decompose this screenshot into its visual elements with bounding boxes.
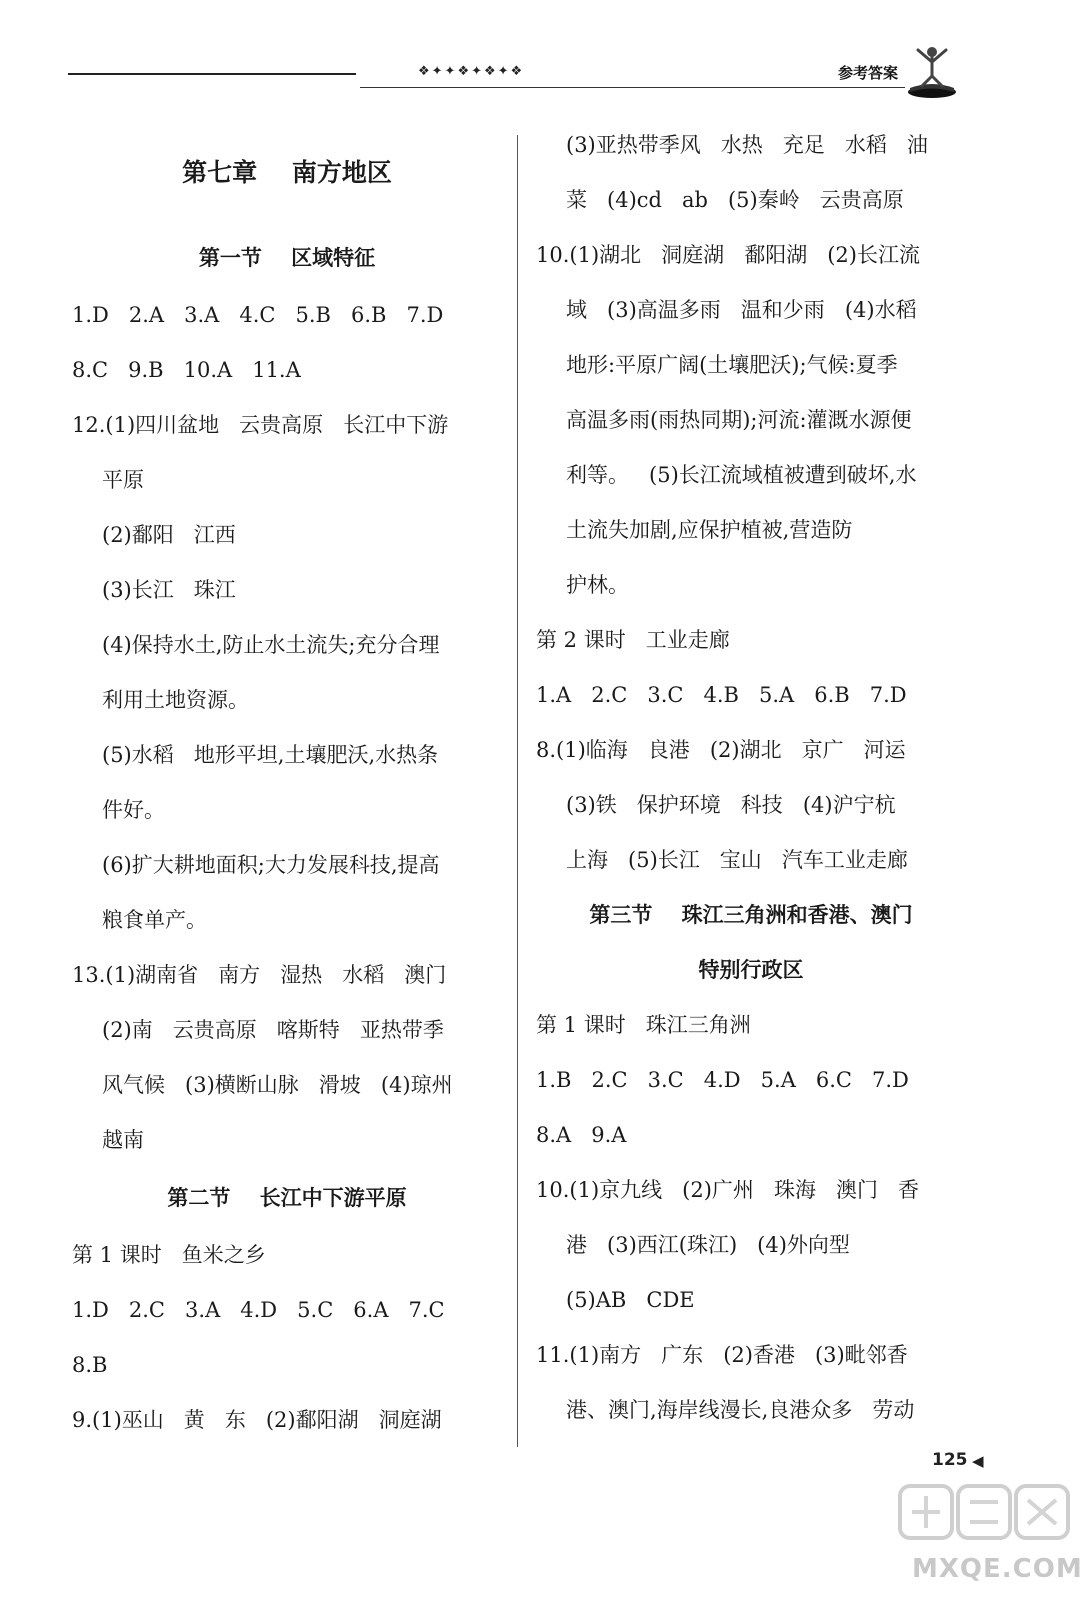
answer-line: 第 1 课时 鱼米之乡 bbox=[72, 1243, 266, 1267]
page-header bbox=[0, 0, 1087, 110]
answer-line: 港 (3)西江(珠江) (4)外向型 bbox=[566, 1233, 850, 1257]
watermark-text: MXQE.COM bbox=[912, 1554, 1083, 1584]
answer-line: 利等。 (5)长江流域植被遭到破坏,水 bbox=[566, 463, 917, 487]
page-number: 125 bbox=[932, 1450, 968, 1470]
answer-line: 8.A 9.A bbox=[536, 1123, 627, 1147]
answer-line: 地形:平原广阔(土壤肥沃);气候:夏季 bbox=[566, 353, 898, 377]
section-heading: 第二节 长江中下游平原 bbox=[167, 1186, 407, 1210]
answer-line: 利用土地资源。 bbox=[102, 688, 249, 712]
header-title: 参考答案 bbox=[838, 64, 899, 82]
answer-line: 1.B 2.C 3.C 4.D 5.A 6.C 7.D bbox=[536, 1068, 909, 1092]
section-heading: 特别行政区 bbox=[698, 958, 804, 982]
answer-line: (3)铁 保护环境 科技 (4)沪宁杭 bbox=[566, 793, 896, 817]
answer-line: 越南 bbox=[102, 1128, 144, 1152]
answer-line: 8.C 9.B 10.A 11.A bbox=[72, 358, 301, 382]
header-rule-right bbox=[360, 87, 905, 88]
answer-line: 13.(1)湖南省 南方 湿热 水稻 澳门 bbox=[72, 963, 447, 987]
answer-line: 护林。 bbox=[566, 573, 629, 597]
answer-line: 第 2 课时 工业走廊 bbox=[536, 628, 730, 652]
header-rule-left bbox=[68, 73, 356, 75]
answer-line: 第 1 课时 珠江三角洲 bbox=[536, 1013, 751, 1037]
answer-line: (2)鄱阳 江西 bbox=[102, 523, 236, 547]
chapter-title: 第七章 南方地区 bbox=[182, 158, 392, 187]
answer-line: (3)亚热带季风 水热 充足 水稻 油 bbox=[566, 133, 928, 157]
column-divider bbox=[517, 135, 518, 1447]
answer-line: 1.D 2.C 3.A 4.D 5.C 6.A 7.C bbox=[72, 1298, 445, 1322]
answer-line: 10.(1)京九线 (2)广州 珠海 澳门 香 bbox=[536, 1178, 919, 1202]
page-arrow-icon: ◀ bbox=[972, 1452, 984, 1470]
answer-line: 8.B bbox=[72, 1353, 108, 1377]
answer-line: 平原 bbox=[102, 468, 144, 492]
section-heading: 第三节 珠江三角洲和香港、澳门 bbox=[589, 903, 913, 927]
answer-line: 11.(1)南方 广东 (2)香港 (3)毗邻香 bbox=[536, 1343, 908, 1367]
answer-line: 上海 (5)长江 宝山 汽车工业走廊 bbox=[566, 848, 908, 872]
answer-line: (5)AB CDE bbox=[566, 1288, 695, 1312]
answer-line: 1.D 2.A 3.A 4.C 5.B 6.B 7.D bbox=[72, 303, 444, 327]
answer-line: (3)长江 珠江 bbox=[102, 578, 236, 602]
answer-line: 港、澳门,海岸线漫长,良港众多 劳动 bbox=[566, 1398, 915, 1422]
header-ornament: ❖✦✦❖✦❖✦❖ bbox=[418, 64, 525, 79]
answer-line: 土流失加剧,应保护植被,营造防 bbox=[566, 518, 853, 542]
answer-line: 10.(1)湖北 洞庭湖 鄱阳湖 (2)长江流 bbox=[536, 243, 920, 267]
answer-line: 9.(1)巫山 黄 东 (2)鄱阳湖 洞庭湖 bbox=[72, 1408, 442, 1432]
answer-line: 12.(1)四川盆地 云贵高原 长江中下游 bbox=[72, 413, 449, 437]
answer-line: 域 (3)高温多雨 温和少雨 (4)水稻 bbox=[566, 298, 917, 322]
answer-line: 8.(1)临海 良港 (2)湖北 京广 河运 bbox=[536, 738, 906, 762]
answer-line: 1.A 2.C 3.C 4.B 5.A 6.B 7.D bbox=[536, 683, 907, 707]
reader-on-book-icon bbox=[906, 42, 958, 100]
answer-line: (6)扩大耕地面积;大力发展科技,提高 bbox=[102, 853, 440, 877]
answer-line: 风气候 (3)横断山脉 滑坡 (4)琼州 bbox=[102, 1073, 453, 1097]
answer-line: 件好。 bbox=[102, 798, 165, 822]
left-column bbox=[72, 118, 502, 1448]
right-column bbox=[536, 118, 966, 1438]
answer-line: (4)保持水土,防止水土流失;充分合理 bbox=[102, 633, 440, 657]
answer-line: (5)水稻 地形平坦,土壤肥沃,水热条 bbox=[102, 743, 439, 767]
answer-line: 菜 (4)cd ab (5)秦岭 云贵高原 bbox=[566, 188, 904, 212]
section-heading: 第一节 区域特征 bbox=[198, 246, 376, 270]
answer-line: (2)南 云贵高原 喀斯特 亚热带季 bbox=[102, 1018, 444, 1042]
answer-line: 粮食单产。 bbox=[102, 908, 207, 932]
answer-line: 高温多雨(雨热同期);河流:灌溉水源便 bbox=[566, 408, 912, 432]
